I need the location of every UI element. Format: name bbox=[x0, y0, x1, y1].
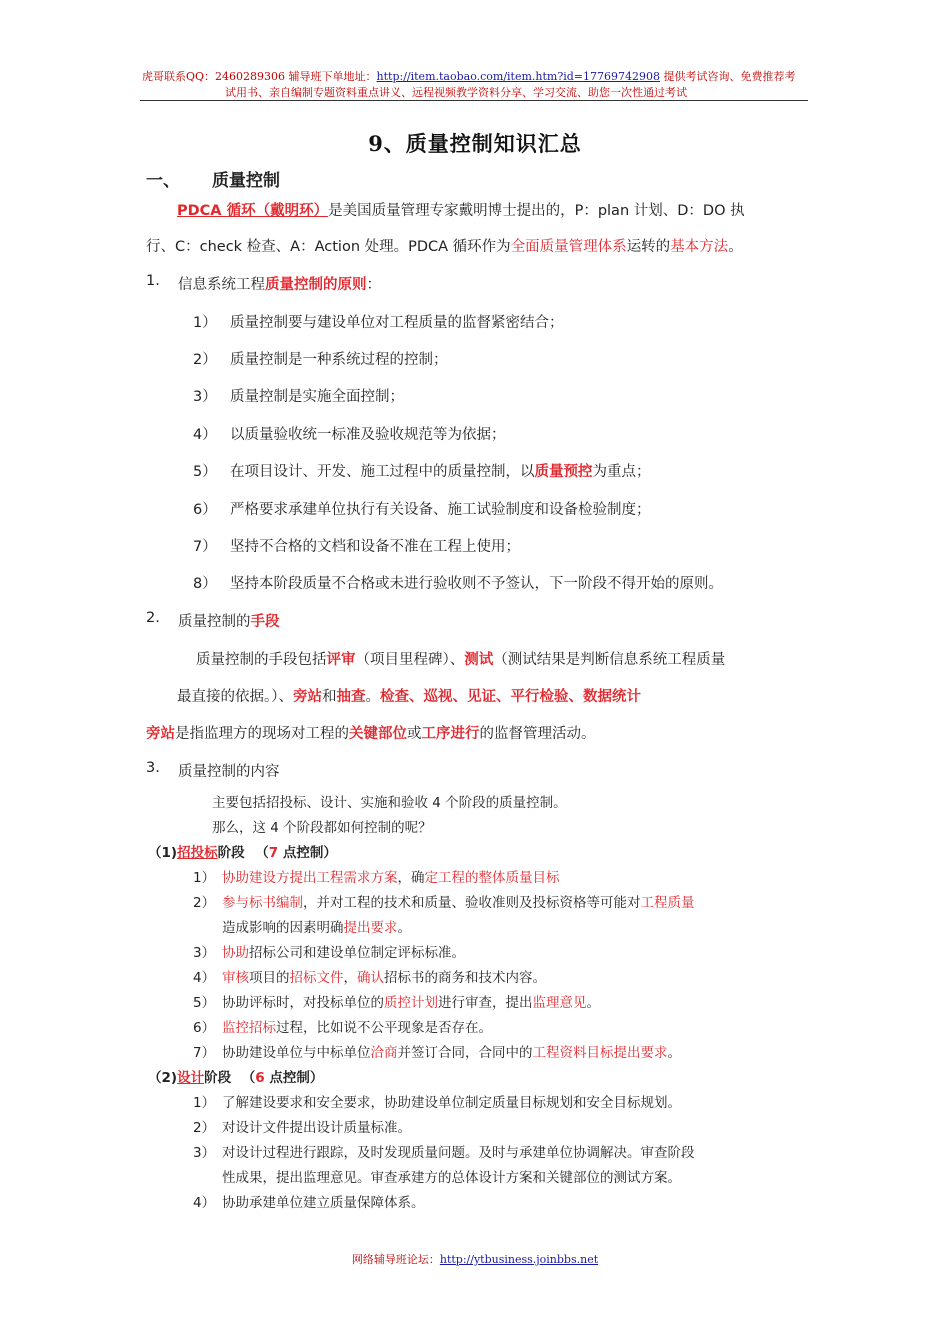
intro-red-2: 基本方法 bbox=[670, 239, 729, 255]
header-line-1 bbox=[142, 68, 796, 84]
s1-i4-t3: 招标书的商务和技术内容。 bbox=[384, 970, 546, 986]
means-l1a: 质量控制的手段包括 bbox=[196, 652, 327, 668]
s1-i7-r2: 工程资料目标提出要求 bbox=[532, 1045, 668, 1061]
stage1-name: 招投标 bbox=[177, 845, 218, 861]
s1-i1-r: 协助建设方提出工程需求方案 bbox=[222, 870, 398, 886]
def-text-3: 的监督管理活动。 bbox=[479, 726, 596, 742]
means-pre: 质量控制的 bbox=[178, 614, 251, 630]
intro-line-1 bbox=[177, 199, 745, 220]
stage2-count-num: 6 bbox=[255, 1070, 265, 1086]
stage2-num: （2) bbox=[148, 1070, 178, 1086]
means-l1e: （测试结果是判断信息系统工程质量 bbox=[493, 652, 726, 668]
s1-i6-t: 过程，比如说不公平现象是否存在。 bbox=[276, 1020, 492, 1036]
principle-num-8: 8） bbox=[193, 576, 217, 592]
stage1-count-pre: （ bbox=[255, 845, 269, 861]
stage2-count bbox=[242, 1070, 324, 1086]
principle-5-post: 为重点； bbox=[592, 464, 651, 480]
principle-5-red: 质量预控 bbox=[534, 464, 593, 480]
principle-num-4: 4） bbox=[193, 427, 217, 443]
header-promo-2: 试用书、亲自编制专题资料重点讲义、远程视频教学资料分享、学习交流、助您一次性通过考试 bbox=[225, 86, 687, 99]
s1-num-5: 5） bbox=[193, 995, 216, 1011]
s1-i2-t: ，并对工程的技术和质量、验收准则及投标资格等可能对 bbox=[303, 895, 641, 911]
s1-i5-t3: 。 bbox=[586, 995, 600, 1011]
principles-post: ： bbox=[366, 277, 381, 293]
s1-item-4 bbox=[222, 966, 546, 986]
stage2-suffix: 阶段 bbox=[204, 1070, 232, 1086]
principle-num-5: 5） bbox=[193, 464, 217, 480]
s1-i3-t: 招标公司和建设单位制定评标标准。 bbox=[249, 945, 465, 961]
s1-i1-r2: 定工程的整体质量目标 bbox=[424, 870, 560, 886]
s1-i6-r: 监控招标 bbox=[222, 1020, 276, 1036]
means-heading bbox=[178, 610, 280, 631]
s1-i7-t2: 并签订合同，合同中的 bbox=[397, 1045, 533, 1061]
s2-item-1: 了解建设要求和安全要求，协助建设单位制定质量目标规划和安全目标规划。 bbox=[222, 1095, 681, 1111]
def-key-part: 关键部位 bbox=[349, 726, 407, 742]
s1-i4-t2: ， bbox=[343, 970, 357, 986]
def-term: 旁站 bbox=[146, 726, 175, 742]
principle-text-8: 坚持本阶段质量不合格或未进行验收则不予签认，下一阶段不得开始的原则。 bbox=[230, 576, 723, 592]
content-line-2: 那么，这 4 个阶段都如何控制的呢？ bbox=[212, 820, 432, 836]
stage1-suffix: 阶段 bbox=[217, 845, 245, 861]
s1-item-7 bbox=[222, 1041, 681, 1061]
stage1-heading bbox=[148, 841, 337, 861]
s2-item-4: 协助承建单位建立质量保障体系。 bbox=[222, 1195, 425, 1211]
principle-num-2: 2） bbox=[193, 352, 217, 368]
s1-i2-t3: 。 bbox=[397, 920, 411, 936]
header-contact: 虎哥联系QQ：2460289306 辅导班下单地址： bbox=[142, 70, 377, 83]
means-l2a: 最直接的依据。）、 bbox=[177, 689, 293, 705]
means-l2c: 和 bbox=[322, 689, 337, 705]
content-line-1: 主要包括招投标、设计、实施和验收 4 个阶段的质量控制。 bbox=[212, 795, 567, 811]
shop-link[interactable]: http://item.taobao.com/item.htm?id=17769742908 bbox=[376, 70, 661, 83]
s1-i2-t2: 造成影响的因素明确 bbox=[222, 920, 344, 936]
means-review: 评审 bbox=[326, 652, 356, 668]
s1-i7-r: 洽商 bbox=[370, 1045, 398, 1061]
s2-item-3: 对设计过程进行跟踪，及时发现质量问题。及时与承建单位协调解决。审查阶段 bbox=[222, 1145, 695, 1161]
stage1-count-num: 7 bbox=[268, 845, 279, 861]
intro-text-4: 。 bbox=[728, 239, 743, 255]
s1-i2-r3: 提出要求 bbox=[343, 920, 398, 936]
onsite-definition bbox=[146, 722, 596, 743]
pdca-term: PDCA 循环（戴明环） bbox=[177, 203, 329, 219]
s2-item-2: 对设计文件提出设计质量标准。 bbox=[222, 1120, 411, 1136]
means-number: 2. bbox=[146, 610, 160, 626]
principle-text-2: 质量控制是一种系统过程的控制； bbox=[230, 352, 448, 368]
s2-num-2: 2） bbox=[193, 1120, 216, 1136]
s1-item-6 bbox=[222, 1016, 492, 1036]
means-list: 检查、巡视、见证、平行检验、数据统计 bbox=[380, 689, 641, 705]
intro-red-1: 全面质量管理体系 bbox=[510, 239, 627, 255]
s1-item-1 bbox=[222, 866, 560, 886]
principle-text-5 bbox=[230, 460, 651, 481]
s1-item-2-cont bbox=[222, 916, 411, 936]
stage1-count-post: 点控制） bbox=[278, 845, 337, 861]
principle-num-3: 3） bbox=[193, 389, 217, 405]
s2-item-3-cont: 性成果，提出监理意见。审查承建方的总体设计方案和关键部位的测试方案。 bbox=[222, 1170, 681, 1186]
means-red: 手段 bbox=[250, 614, 280, 630]
footer-link[interactable]: http://ytbusiness.joinbbs.net bbox=[439, 1253, 599, 1266]
stage1-count bbox=[255, 845, 337, 861]
s1-item-2 bbox=[222, 891, 695, 911]
s1-i1-t: ，确 bbox=[397, 870, 425, 886]
principle-num-6: 6） bbox=[193, 502, 217, 518]
means-line-2 bbox=[177, 685, 641, 706]
def-text-1: 是指监理方的现场对工程的 bbox=[175, 726, 349, 742]
s1-i4-t: 项目的 bbox=[249, 970, 290, 986]
s1-i5-r2: 监理意见 bbox=[532, 995, 587, 1011]
means-line-1 bbox=[196, 648, 725, 669]
s1-i4-r3: 确认 bbox=[357, 970, 384, 986]
s1-item-3 bbox=[222, 941, 465, 961]
principle-text-4: 以质量验收统一标准及验收规范等为依据； bbox=[230, 427, 506, 443]
s1-num-2: 2） bbox=[193, 895, 216, 911]
s2-num-4: 4） bbox=[193, 1195, 216, 1211]
footer bbox=[0, 1251, 950, 1267]
intro-text-2: 行、C：check 检查、A：Action 处理。PDCA 循环作为 bbox=[146, 239, 511, 255]
s1-i4-r: 审核 bbox=[222, 970, 249, 986]
s1-i2-r2: 工程质量 bbox=[640, 895, 695, 911]
principle-5-pre: 在项目设计、开发、施工过程中的质量控制，以 bbox=[230, 464, 535, 480]
principle-text-6: 严格要求承建单位执行有关设备、施工试验制度和设备检验制度； bbox=[230, 502, 651, 518]
s1-num-3: 3） bbox=[193, 945, 216, 961]
s1-i7-t3: 。 bbox=[667, 1045, 681, 1061]
means-onsite: 旁站 bbox=[293, 689, 322, 705]
s1-num-7: 7） bbox=[193, 1045, 216, 1061]
s2-num-3: 3） bbox=[193, 1145, 216, 1161]
principle-text-3: 质量控制是实施全面控制； bbox=[230, 389, 404, 405]
s1-num-4: 4） bbox=[193, 970, 216, 986]
s1-i3-r: 协助 bbox=[222, 945, 249, 961]
s1-i4-r2: 招标文件 bbox=[289, 970, 344, 986]
principles-number: 1. bbox=[146, 273, 160, 289]
means-l1c: （项目里程碑）、 bbox=[355, 652, 465, 668]
principle-text-1: 质量控制要与建设单位对工程质量的监督紧密结合； bbox=[230, 315, 564, 331]
principle-num-7: 7） bbox=[193, 539, 217, 555]
footer-label: 网络辅导班论坛： bbox=[351, 1253, 440, 1266]
page-title: 9、质量控制知识汇总 bbox=[368, 131, 582, 156]
content-heading: 质量控制的内容 bbox=[178, 764, 280, 780]
means-test: 测试 bbox=[464, 652, 494, 668]
section-number: 一、 bbox=[146, 171, 180, 191]
header-promo-1: 提供考试咨询、免费推荐考 bbox=[660, 70, 796, 83]
intro-text-3: 运转的 bbox=[626, 239, 671, 255]
s2-num-1: 1） bbox=[193, 1095, 216, 1111]
s1-num-1: 1） bbox=[193, 870, 216, 886]
s1-i5-t2: 进行审查，提出 bbox=[438, 995, 533, 1011]
principles-pre: 信息系统工程 bbox=[178, 277, 265, 293]
stage2-count-post: 点控制） bbox=[264, 1070, 324, 1086]
s1-i7-t: 协助建设单位与中标单位 bbox=[222, 1045, 371, 1061]
s1-i5-t: 协助评标时，对投标单位的 bbox=[222, 995, 384, 1011]
means-l2e: 。 bbox=[365, 689, 380, 705]
s1-num-6: 6） bbox=[193, 1020, 216, 1036]
stage1-num: （1) bbox=[148, 845, 178, 861]
means-sample: 抽查 bbox=[336, 689, 366, 705]
intro-text-1: 是美国质量管理专家戴明博士提出的，P：plan 计划、D：DO 执 bbox=[328, 203, 745, 219]
principle-num-1: 1） bbox=[193, 315, 217, 331]
principles-red: 质量控制的原则 bbox=[265, 277, 367, 293]
header-divider bbox=[140, 100, 808, 101]
def-process: 工序进行 bbox=[421, 726, 480, 742]
s1-i5-r: 质控计划 bbox=[384, 995, 438, 1011]
principles-heading bbox=[178, 273, 381, 294]
content-number: 3. bbox=[146, 760, 160, 776]
s1-i2-r: 参与标书编制 bbox=[222, 895, 303, 911]
stage2-count-pre: （ bbox=[241, 1070, 256, 1086]
stage2-heading bbox=[148, 1066, 323, 1086]
stage2-name: 设计 bbox=[177, 1070, 205, 1086]
principle-text-7: 坚持不合格的文档和设备不准在工程上使用； bbox=[230, 539, 520, 555]
s1-item-5 bbox=[222, 991, 600, 1011]
def-text-2: 或 bbox=[407, 726, 422, 742]
intro-line-2 bbox=[146, 235, 743, 256]
section-heading: 质量控制 bbox=[212, 171, 280, 191]
